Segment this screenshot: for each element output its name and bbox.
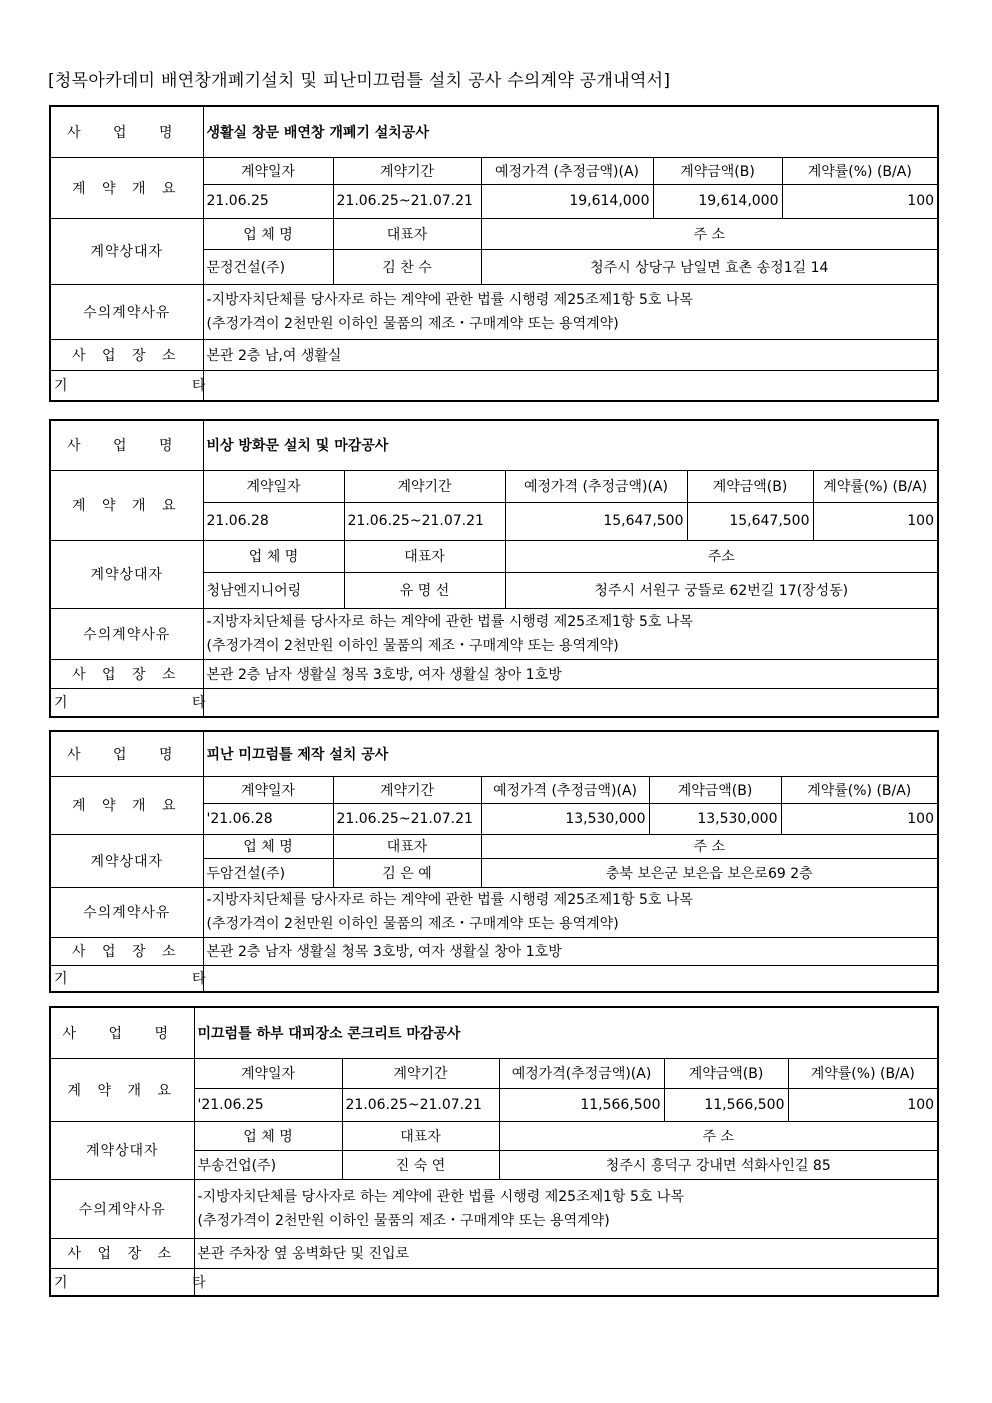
counterparty-label: 계약상대자 (50, 834, 203, 887)
estimated-price: 19,614,000 (481, 184, 653, 218)
contract-summary-label: 계 약 개 요 (50, 157, 203, 218)
other-label: 기 타 (50, 1268, 194, 1296)
header-estimated-price: 예정가격 (추정금액)(A) (505, 470, 687, 502)
site-value: 본관 2층 남자 생활실 청목 3호방, 여자 생활실 창아 1호방 (203, 937, 938, 965)
other-label: 기 타 (50, 965, 203, 992)
header-contract-date: 계약일자 (203, 157, 333, 184)
representative-name: 유 명 선 (344, 572, 505, 608)
other-value (203, 370, 938, 401)
site-label: 사 업 장 소 (50, 937, 203, 965)
header-company: 업 체 명 (203, 218, 333, 249)
reason-line-2: (추정가격이 2천만원 이하인 물품의 제조・구매계약 또는 용역계약) (206, 916, 619, 932)
estimated-price: 15,647,500 (505, 502, 687, 540)
reason-line-2: (추정가격이 2천만원 이하인 물품의 제조・구매계약 또는 용역계약) (197, 1212, 610, 1229)
project-name-label: 사 업 명 (50, 731, 203, 776)
counterparty-label: 계약상대자 (50, 540, 203, 608)
header-address: 주 소 (481, 218, 938, 249)
contract-rate: 100 (813, 502, 938, 540)
header-representative: 대표자 (333, 834, 481, 858)
reason-label: 수의계약사유 (50, 284, 203, 339)
reason-label: 수의계약사유 (50, 608, 203, 659)
contract-period: 21.06.25~21.07.21 (344, 502, 505, 540)
contract-table (49, 730, 939, 993)
reason-line-1: -지방자치단체를 당사자로 하는 계약에 관한 법률 시행령 제25조제1항 5호 나목 (206, 291, 693, 308)
header-contract-date: 계약일자 (194, 1058, 342, 1088)
header-contract-amount: 계약금액(B) (653, 157, 782, 184)
header-contract-period: 계약기간 (342, 1058, 499, 1088)
contract-rate: 100 (781, 803, 938, 834)
other-value (203, 965, 938, 992)
site-value: 본관 2층 남자 생활실 청목 3호방, 여자 생활실 창아 1호방 (203, 659, 938, 688)
header-contract-rate: 계약률(%) (B/A) (813, 470, 938, 502)
contract-amount: 13,530,000 (649, 803, 781, 834)
company-name: 부송건업(주) (194, 1150, 342, 1179)
contract-period: 21.06.25~21.07.21 (333, 803, 481, 834)
header-contract-date: 계약일자 (203, 776, 333, 803)
header-contract-date: 계약일자 (203, 470, 344, 502)
header-contract-rate: 계약률(%) (B/A) (781, 776, 938, 803)
representative-name: 진 숙 연 (342, 1150, 499, 1179)
contract-amount: 15,647,500 (687, 502, 813, 540)
header-estimated-price: 예정가격 (추정금액)(A) (481, 157, 653, 184)
header-representative: 대표자 (342, 1121, 499, 1150)
reason-text (203, 887, 938, 937)
contract-date: '21.06.28 (203, 803, 333, 834)
reason-line-1: -지방자치단체를 당사자로 하는 계약에 관한 법률 시행령 제25조제1항 5호 나목 (206, 892, 693, 908)
contract-date: '21.06.25 (194, 1088, 342, 1121)
company-name: 청남엔지니어링 (203, 572, 344, 608)
header-estimated-price: 예정가격 (추정금액)(A) (481, 776, 649, 803)
reason-text (203, 608, 938, 659)
header-company: 업 체 명 (203, 540, 344, 572)
reason-line-1: -지방자치단체를 당사자로 하는 계약에 관한 법률 시행령 제25조제1항 5호 나목 (197, 1188, 684, 1205)
other-label: 기 타 (50, 688, 203, 717)
counterparty-label: 계약상대자 (50, 218, 203, 284)
estimated-price: 11,566,500 (499, 1088, 664, 1121)
project-name: 미끄럼틀 하부 대피장소 콘크리트 마감공사 (194, 1007, 938, 1058)
company-name: 두암건설(주) (203, 858, 333, 887)
contract-rate: 100 (788, 1088, 938, 1121)
contract-date: 21.06.25 (203, 184, 333, 218)
other-label: 기 타 (50, 370, 203, 401)
representative-name: 김 은 예 (333, 858, 481, 887)
contract-amount: 11,566,500 (664, 1088, 788, 1121)
counterparty-label: 계약상대자 (50, 1121, 194, 1179)
header-contract-period: 계약기간 (344, 470, 505, 502)
reason-line-2: (추정가격이 2천만원 이하인 물품의 제조・구매계약 또는 용역계약) (206, 637, 619, 654)
reason-text (194, 1179, 938, 1238)
contract-table (49, 105, 939, 402)
header-company: 업 체 명 (203, 834, 333, 858)
project-name: 피난 미끄럼틀 제작 설치 공사 (203, 731, 938, 776)
header-contract-rate: 계약률(%) (B/A) (788, 1058, 938, 1088)
reason-line-1: -지방자치단체를 당사자로 하는 계약에 관한 법률 시행령 제25조제1항 5호 나목 (206, 613, 693, 630)
header-contract-rate: 계약률(%) (B/A) (782, 157, 938, 184)
header-company: 업 체 명 (194, 1121, 342, 1150)
contract-amount: 19,614,000 (653, 184, 782, 218)
project-name-label: 사 업 명 (50, 420, 203, 470)
header-representative: 대표자 (333, 218, 481, 249)
site-value: 본관 주차장 옆 옹벽화단 및 진입로 (194, 1238, 938, 1268)
company-address: 청주시 흥덕구 강내면 석화사인길 85 (499, 1150, 938, 1179)
header-address: 주 소 (499, 1121, 938, 1150)
contract-summary-label: 계 약 개 요 (50, 470, 203, 540)
project-name-label: 사 업 명 (50, 106, 203, 157)
contract-period: 21.06.25~21.07.21 (333, 184, 481, 218)
site-value: 본관 2층 남,여 생활실 (203, 339, 938, 370)
document-title: [청목아카데미 배연창개폐기설치 및 피난미끄럼틀 설치 공사 수의계약 공개내역서] (48, 71, 671, 91)
project-name: 생활실 창문 배연창 개폐기 설치공사 (203, 106, 938, 157)
company-address: 충북 보은군 보은읍 보은로69 2층 (481, 858, 938, 887)
contract-date: 21.06.28 (203, 502, 344, 540)
representative-name: 김 찬 수 (333, 249, 481, 284)
site-label: 사 업 장 소 (50, 339, 203, 370)
company-address: 청주시 서원구 궁뜰로 62번길 17(장성동) (505, 572, 938, 608)
estimated-price: 13,530,000 (481, 803, 649, 834)
header-contract-amount: 계약금액(B) (664, 1058, 788, 1088)
reason-line-2: (추정가격이 2천만원 이하인 물품의 제조・구매계약 또는 용역계약) (206, 315, 619, 332)
company-address: 청주시 상당구 남일면 효촌 송정1길 14 (481, 249, 938, 284)
header-contract-period: 계약기간 (333, 776, 481, 803)
header-address: 주소 (505, 540, 938, 572)
contract-period: 21.06.25~21.07.21 (342, 1088, 499, 1121)
header-contract-amount: 계약금액(B) (687, 470, 813, 502)
contract-table (49, 419, 939, 718)
contract-rate: 100 (782, 184, 938, 218)
project-name-label: 사 업 명 (50, 1007, 194, 1058)
contract-table (49, 1006, 939, 1297)
header-contract-amount: 계약금액(B) (649, 776, 781, 803)
other-value (203, 688, 938, 717)
header-representative: 대표자 (344, 540, 505, 572)
header-contract-period: 계약기간 (333, 157, 481, 184)
contract-summary-label: 계 약 개 요 (50, 1058, 194, 1121)
header-estimated-price: 예정가격(추정금액)(A) (499, 1058, 664, 1088)
site-label: 사 업 장 소 (50, 1238, 194, 1268)
reason-text (203, 284, 938, 339)
contract-summary-label: 계 약 개 요 (50, 776, 203, 834)
reason-label: 수의계약사유 (50, 887, 203, 937)
project-name: 비상 방화문 설치 및 마감공사 (203, 420, 938, 470)
reason-label: 수의계약사유 (50, 1179, 194, 1238)
site-label: 사 업 장 소 (50, 659, 203, 688)
company-name: 문정건설(주) (203, 249, 333, 284)
other-value (194, 1268, 938, 1296)
header-address: 주 소 (481, 834, 938, 858)
